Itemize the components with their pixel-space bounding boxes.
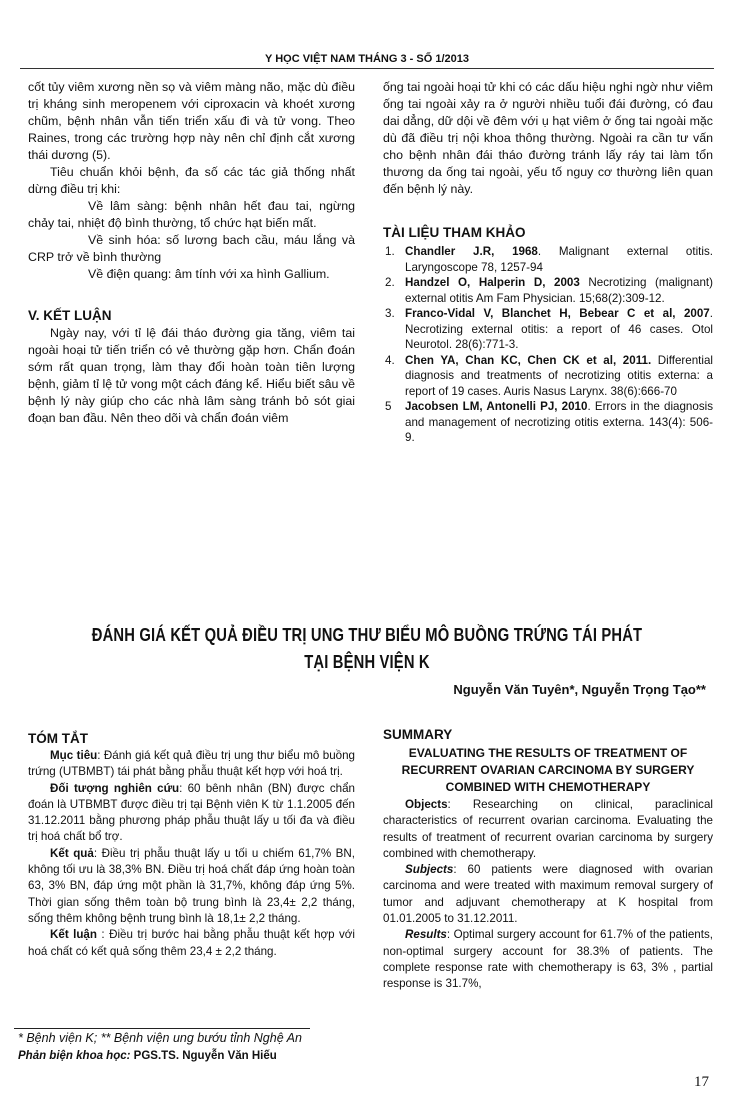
paragraph: Về điện quang: âm tính với xa hình Gallium. bbox=[88, 267, 330, 281]
paragraph: Tiêu chuẩn khỏi bệnh, đa số các tác giả thống nhất dừng điều trị khi: bbox=[28, 165, 355, 196]
prev-article-left-column bbox=[28, 79, 355, 427]
reference-item: 1. Chandler J.R, 1968. Malignant external otitis. Laryngoscope 78, 1257-94 bbox=[385, 245, 713, 274]
section-heading-conclusion: V. KẾT LUẬN bbox=[28, 308, 112, 323]
references-list bbox=[383, 244, 713, 446]
abstract-paragraph: Đối tượng nghiên cứu: 60 bênh nhân (BN) được chẩn đoán là UTBMBT được điều trị tại Bệnh viên K từ 1.1.2005 đến 31.12.2011 bằng phương pháp phẫu thuật lấy u tối đa và điều trị hoá chất bổ trợ. bbox=[28, 781, 355, 844]
summary-paragraph: Results: Optimal surgery account for 61.7% of the patients, non-optimal surgery account for 38.3% of patients. The complete response rate with chemotherapy is 63, 3% , partial response is 31.7%, bbox=[383, 928, 713, 991]
abstract-paragraph: Kết quả: Điều trị phẫu thuật lấy u tối u chiếm 61,7% BN, không tối ưu là 38,3% BN. Điều trị hoá chất đáp ứng hoàn toàn 63, 3% BN, đáp ứng một phần là 31,7%, không đáp ứng 5%. Thời gian sống thêm toàn bộ trung bình là 23,4± 2,2 tháng, sống thêm không bệnh trung bình là 18,1± 2,2 tháng. bbox=[28, 846, 355, 925]
summary-paragraph: Objects: Researching on clinical, paraclinical characteristics of recurrent ovarian carcinoma. Evaluating the results of treatment of recurrent ovarian carcinoma by surgery combined with chemotherapy. bbox=[383, 798, 713, 860]
reference-item: 3. Franco-Vidal V, Blanchet H, Bebear C et al, 2007. Necrotizing external otitis: a report of 46 cases. Otol Neurotol. 28(6):771-3. bbox=[385, 307, 713, 351]
header-rule bbox=[20, 68, 714, 69]
page-number: 17 bbox=[694, 1074, 709, 1090]
abstract-paragraph: Mục tiêu: Đánh giá kết quả điều trị ung thư biểu mô buồng trứng (UTBMBT) tái phát bằng phẫu thuật kết hợp với hoá trị. bbox=[28, 749, 355, 779]
article-title-line-1: ĐÁNH GIÁ KẾT QUẢ ĐIỀU TRỊ UNG THƯ BIỂU MÔ BUỒNG TRỨNG TÁI PHÁT bbox=[91, 625, 643, 645]
paragraph: cốt tủy viêm xương nền sọ và viêm màng não, mặc dù điều trị kháng sinh meropenem với ciproxacin và khoét xương chũm, bệnh nhân vẫn tiến triển xấu đi và tử vong. Theo Raines, trong các trường hợp này nên chỉ định cắt xương thái dương (5). bbox=[28, 80, 355, 162]
article-title-line-2: TẠI BỆNH VIỆN K bbox=[304, 652, 430, 672]
reference-item: 4. Chen YA, Chan KC, Chen CK et al, 2011. Differential diagnosis and treatments of necrotizing otitis externa: a report of 19 cases. Auris Nasus Larynx. 38(6):666-70 bbox=[385, 353, 713, 398]
references-heading: TÀI LIỆU THAM KHẢO bbox=[383, 225, 526, 240]
paragraph: Về sinh hóa: số lương bach cầu, máu lắng và CRP trở về bình thường bbox=[28, 233, 355, 264]
paragraph: Về lâm sàng: bệnh nhân hết đau tai, ngừng chảy tai, nhiệt độ bình thường, tổ chức hạt biến mất. bbox=[28, 199, 355, 230]
reference-item: 2. Handzel O, Halperin D, 2003 Necrotizing (malignant) external otitis Am Fam Physician. 15;68(2):309-12. bbox=[385, 276, 713, 305]
paragraph: ống tai ngoài hoại tử khi có các dấu hiệu nghi ngờ như viêm ống tai ngoài xảy ra ở người nhiều tuổi đái đường, có đau dai dẳng, dữ dội về đêm với ụ hạt viêm ở ống tai ngoài mặc dù đã điều trị nội khoa thông thường. Ngoài ra cần tư vấn cho bệnh nhân đái tháo đường tránh lấy ráy tai làm tổn thương da ống tai ngoài, yếu tố nguy cơ thường liên quan đến bệnh lý này. bbox=[383, 80, 713, 196]
article-title bbox=[66, 622, 668, 676]
english-summary bbox=[383, 726, 713, 993]
footnote-rule bbox=[14, 1028, 310, 1029]
abstract-heading: TÓM TẮT bbox=[28, 731, 88, 746]
paragraph: Ngày nay, với tỉ lệ đái tháo đường gia tăng, viêm tai ngoài hoại tử tiến triển có vẻ thường gặp hơn. Chẩn đoán sớm rất quan trọng, làm thay đổi hoàn toàn tiên lượng bệnh, giảm tỉ lệ tử vong một cách đáng kể. Hiểu biết sâu về bệnh lý này giúp cho các nhà lâm sàng tránh bỏ sót giai đoạn ban đầu. Nên theo dõi và chẩn đoán viêm bbox=[28, 326, 355, 425]
article-authors: Nguyễn Văn Tuyên*, Nguyễn Trọng Tạo** bbox=[453, 682, 706, 697]
reference-item: 5 Jacobsen LM, Antonelli PJ, 2010. Errors in the diagnosis and management of necrotizing otitis externa. 143(4): 506-9. bbox=[385, 400, 714, 444]
footnote-reviewer: Phản biện khoa học: PGS.TS. Nguyễn Văn Hiếu bbox=[18, 1050, 277, 1062]
vietnamese-abstract bbox=[28, 730, 355, 960]
summary-paragraph: Subjects: 60 patients were diagnosed with ovarian carcinoma and were treated with maximum removal surgery of tumor and adjuvant chemotherapy at K hospital from 01.01.2005 to 31.12.2011. bbox=[383, 863, 713, 926]
summary-title: EVALUATING THE RESULTS OF TREATMENT OF RECURRENT OVARIAN CARCINOMA BY SURGERY COMBINED WITH CHEMOTHERAPY bbox=[401, 746, 695, 794]
summary-heading: SUMMARY bbox=[383, 727, 453, 742]
running-header: Y HỌC VIỆT NAM THÁNG 3 - SỐ 1/2013 bbox=[265, 53, 469, 65]
prev-article-right-column bbox=[383, 79, 713, 446]
footnote-affiliations: * Bệnh viện K; ** Bệnh viện ung bướu tỉnh Nghệ An bbox=[18, 1031, 302, 1045]
abstract-paragraph: Kết luận : Điều trị bước hai bằng phẫu thuật kết hợp với hoá chất có kết quả sống thêm 23,4 ± 2,2 tháng. bbox=[28, 928, 355, 958]
